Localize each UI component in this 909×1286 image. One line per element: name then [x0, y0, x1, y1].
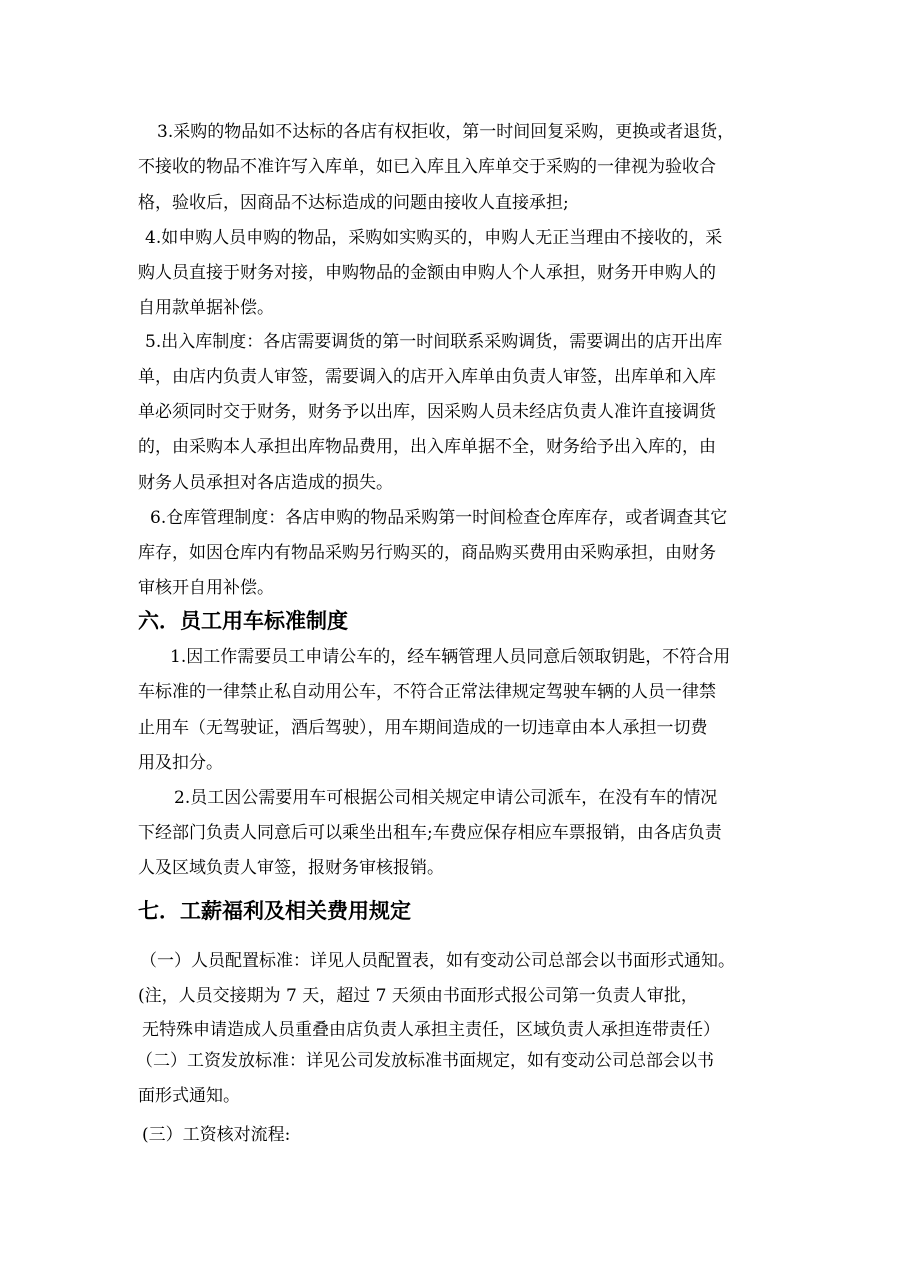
item-5-line-2: 单，由店内负责人审签，需要调入的店开入库单由负责人审签，出库单和入库: [138, 367, 716, 387]
item-4-line-1: 4.如申购人员申购的物品，采购如实购买的，申购人无正当理由不接收的，采: [145, 228, 723, 248]
item-5-line-3: 单必须同时交于财务，财务予以出库，因采购人员未经店负责人准许直接调货: [138, 402, 716, 422]
item-4-line-2: 购人员直接于财务对接，申购物品的金额由申购人个人承担，财务开申购人的: [138, 263, 716, 283]
section-7-item-1-note-line-2: 无特殊申请造成人员重叠由店负责人承担主责任，区域负责人承担连带责任）: [142, 1020, 720, 1040]
section-6-item-2-line-3: 人及区域负责人审签，报财务审核报销。: [138, 858, 444, 878]
section-6-heading: 六．员工用车标准制度: [138, 609, 348, 633]
item-4-line-3: 自用款单据补偿。: [138, 298, 274, 318]
section-7-item-1-line-1: （一）人员配置标准：详见人员配置表，如有变动公司总部会以书面形式通知。: [140, 951, 735, 971]
item-6-line-3: 审核开自用补偿。: [138, 578, 274, 598]
item-3-line-1: 3.采购的物品如不达标的各店有权拒收，第一时间回复采购，更换或者退货，: [157, 122, 735, 142]
section-6-item-1-line-1: 1.因工作需要员工申请公车的，经车辆管理人员同意后领取钥匙，不符合用: [170, 647, 731, 667]
item-3-line-2: 不接收的物品不准许写入库单，如已入库且入库单交于采购的一律视为验收合: [138, 157, 716, 177]
section-6-item-2-line-1: 2.员工因公需要用车可根据公司相关规定申请公司派车，在没有车的情况: [174, 788, 718, 808]
section-7-item-2-line-2: 面形式通知。: [138, 1086, 240, 1106]
section-7-item-1-note-line-1: (注，人员交接期为 7 天，超过 7 天须由书面形式报公司第一负责人审批，: [138, 986, 698, 1006]
section-6-item-1-line-4: 用及扣分。: [138, 753, 223, 773]
item-6-line-2: 库存，如因仓库内有物品采购另行购买的，商品购买费用由采购承担，由财务: [138, 543, 716, 563]
section-6-item-2-line-2: 下经部门负责人同意后可以乘坐出租车;车费应保存相应车票报销，由各店负责: [138, 823, 722, 843]
item-3-line-3: 格，验收后，因商品不达标造成的问题由接收人直接承担;: [138, 193, 569, 213]
item-6-line-1: 6.仓库管理制度：各店申购的物品采购第一时间检查仓库库存，或者调查其它: [150, 508, 728, 528]
item-5-line-5: 财务人员承担对各店造成的损失。: [138, 473, 393, 493]
section-7-item-2-line-1: （二）工资发放标准：详见公司发放标准书面规定，如有变动公司总部会以书: [136, 1051, 714, 1071]
item-5-line-1: 5.出入库制度：各店需要调货的第一时间联系采购调货，需要调出的店开出库: [145, 332, 723, 352]
section-7-item-3-line-1: (三）工资核对流程:: [142, 1125, 291, 1145]
section-6-item-1-line-3: 止用车（无驾驶证，酒后驾驶），用车期间造成的一切违章由本人承担一切费: [138, 718, 708, 738]
item-5-line-4: 的，由采购本人承担出库物品费用，出入库单据不全，财务给予出入库的，由: [138, 437, 716, 457]
section-6-item-1-line-2: 车标准的一律禁止私自动用公车，不符合正常法律规定驾驶车辆的人员一律禁: [138, 682, 716, 702]
section-7-heading: 七．工薪福利及相关费用规定: [138, 899, 411, 923]
